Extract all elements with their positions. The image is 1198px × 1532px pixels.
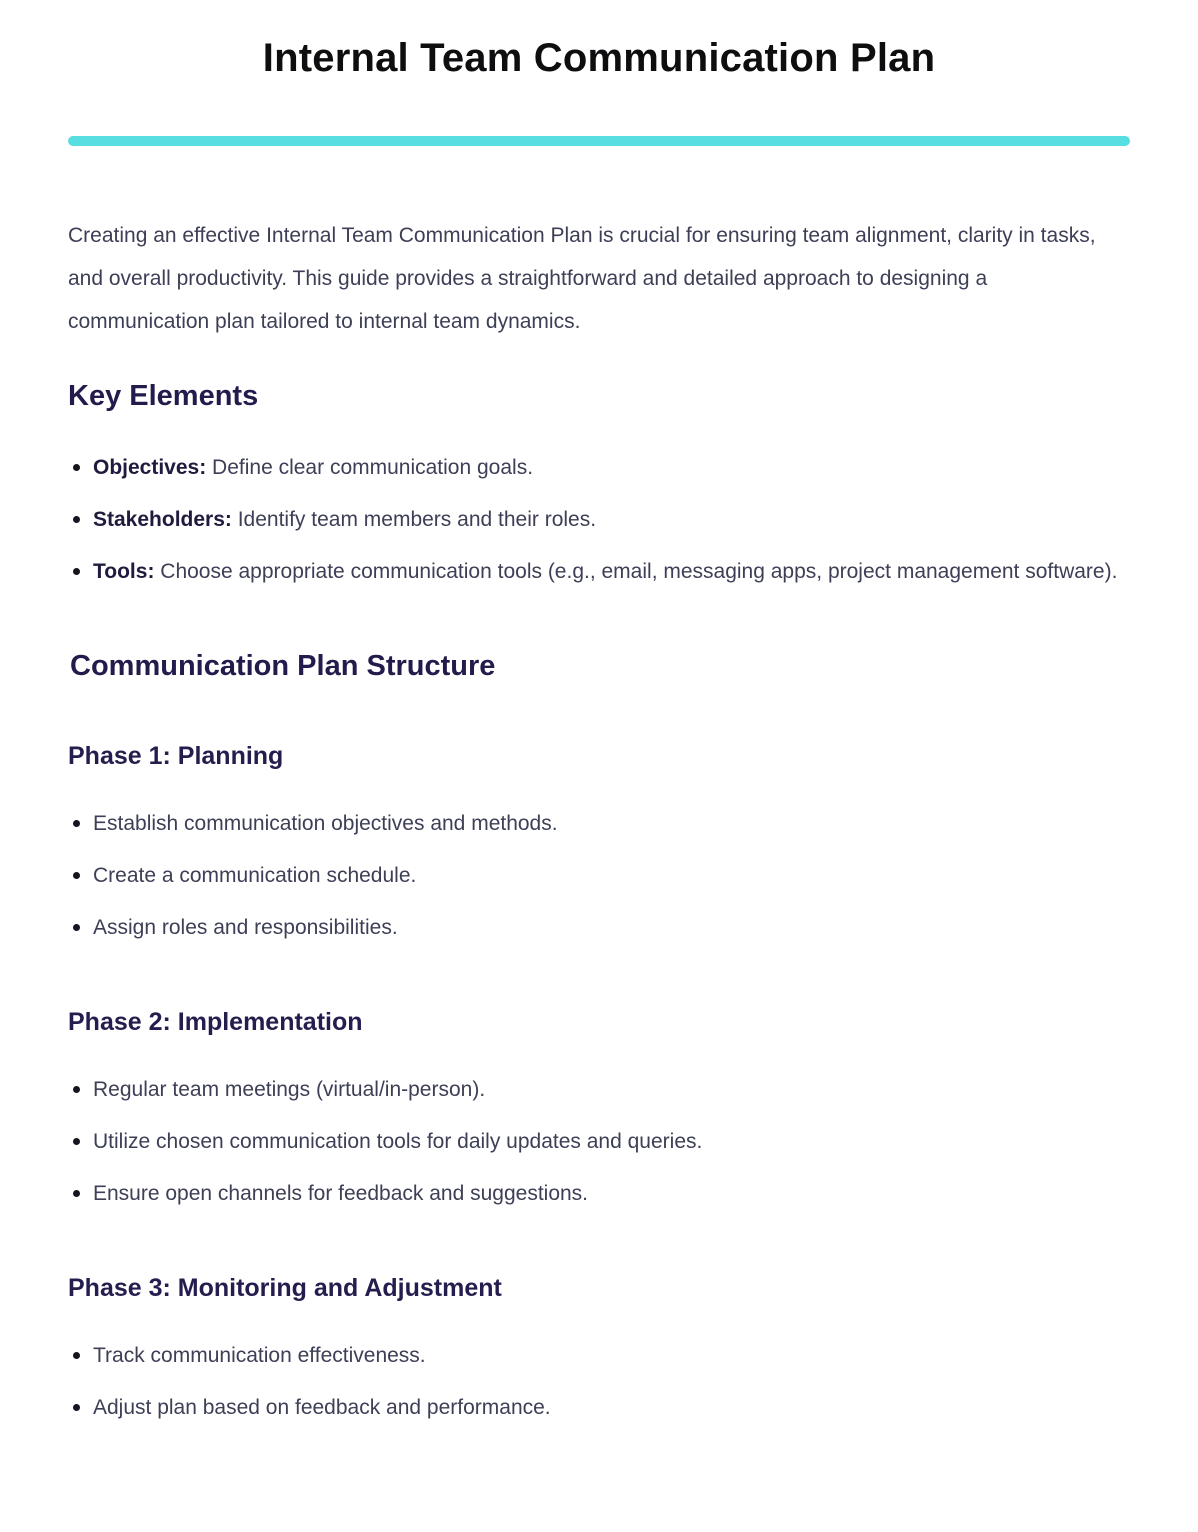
section-heading-key-elements: Key Elements: [68, 380, 259, 412]
list-item: Assign roles and responsibilities.: [68, 907, 1130, 949]
phase-1-list: [68, 803, 1130, 949]
section-heading-structure: Communication Plan Structure: [70, 650, 496, 682]
list-item-text: Choose appropriate communication tools (e.g., email, messaging apps, project management software).: [154, 560, 1118, 583]
phase-3-heading: Phase 3: Monitoring and Adjustment: [68, 1274, 502, 1302]
list-item-text: Define clear communication goals.: [206, 456, 534, 479]
phase-3-list: [68, 1335, 1130, 1429]
list-item-text: Identify team members and their roles.: [231, 508, 597, 531]
page-title: Internal Team Communication Plan: [262, 36, 936, 80]
intro-paragraph: Creating an effective Internal Team Communication Plan is crucial for ensuring team alignment, clarity in tasks, and overall productivity. This guide provides a straightforward and detailed approach to designing a communication plan tailored to internal team dynamics.: [68, 224, 1096, 333]
list-item: Regular team meetings (virtual/in-person).: [68, 1069, 1130, 1111]
list-item-label: Tools:: [93, 560, 155, 583]
list-item-label: Stakeholders:: [93, 508, 232, 531]
list-item: [68, 447, 1130, 489]
list-item: Establish communication objectives and methods.: [68, 803, 1130, 845]
accent-divider: [68, 136, 1130, 146]
list-item: [68, 499, 1130, 541]
phase-2-list: [68, 1069, 1130, 1215]
list-item: Ensure open channels for feedback and suggestions.: [68, 1173, 1130, 1215]
list-item: Track communication effectiveness.: [68, 1335, 1130, 1377]
list-item: Create a communication schedule.: [68, 855, 1130, 897]
list-item: Adjust plan based on feedback and performance.: [68, 1387, 1130, 1429]
phase-1-heading: Phase 1: Planning: [68, 742, 284, 770]
key-elements-list: [68, 447, 1130, 593]
list-item: [68, 551, 1130, 593]
list-item-label: Objectives:: [93, 456, 207, 479]
list-item: Utilize chosen communication tools for daily updates and queries.: [68, 1121, 1130, 1163]
phase-2-heading: Phase 2: Implementation: [68, 1008, 363, 1036]
